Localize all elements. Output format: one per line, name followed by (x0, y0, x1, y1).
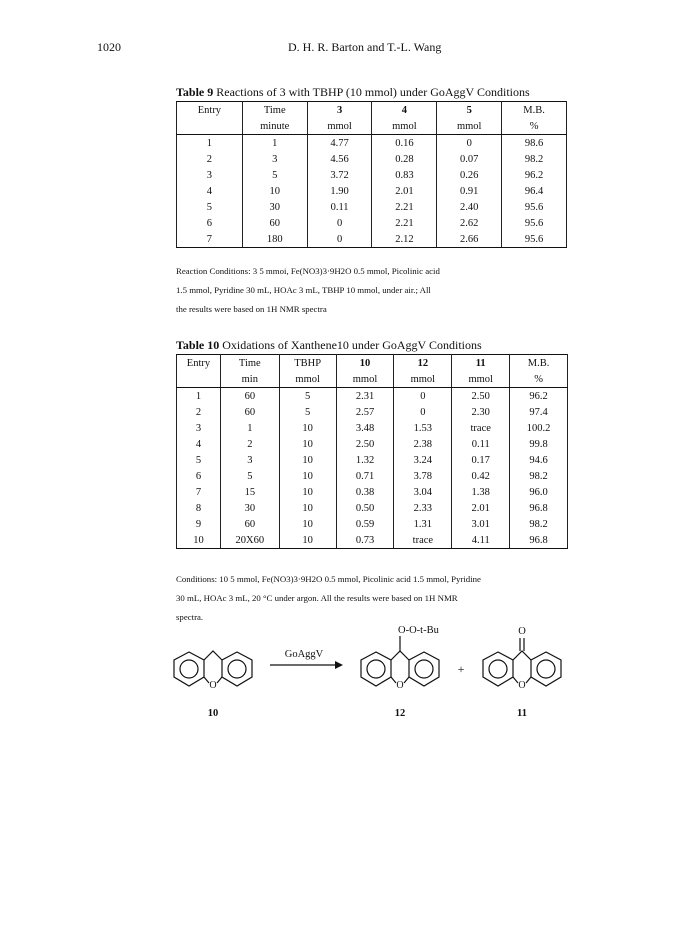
table-cell: 96.2 (510, 388, 568, 405)
table9-caption-label: Table 9 (176, 85, 214, 99)
table-cell: 60 (220, 516, 279, 532)
page-number: 1020 (97, 40, 121, 54)
table-cell: 180 (242, 231, 307, 248)
table-cell: trace (452, 420, 510, 436)
table-cell: 0.71 (336, 468, 394, 484)
table-cell: 1 (177, 135, 243, 152)
table10-header-cell: TBHP (279, 355, 336, 372)
table9-header-cell: Time (242, 102, 307, 119)
table-cell: 0 (394, 404, 452, 420)
table-cell: 98.2 (510, 468, 568, 484)
table10-header-cell: M.B. (510, 355, 568, 372)
table-cell: 99.8 (510, 436, 568, 452)
ketone-oxygen-label: O (518, 626, 526, 637)
table10-unit-cell: % (510, 371, 568, 388)
table-cell: 0.26 (437, 167, 502, 183)
table-cell: 0.07 (437, 151, 502, 167)
table-cell: 5 (279, 404, 336, 420)
table10-unit-cell: mmol (336, 371, 394, 388)
table-cell: 5 (177, 199, 243, 215)
table-cell: 10 (279, 436, 336, 452)
table-cell: 15 (220, 484, 279, 500)
table-cell: 1.53 (394, 420, 452, 436)
table-cell: 96.8 (510, 500, 568, 516)
table-cell: 10 (279, 532, 336, 549)
table-cell: 0.59 (336, 516, 394, 532)
table-cell: 10 (279, 468, 336, 484)
table-cell: 4 (177, 436, 221, 452)
table-cell: 0.83 (372, 167, 437, 183)
table9-header-cell: Entry (177, 102, 243, 119)
table-cell: 10 (279, 420, 336, 436)
table10-note-line: spectra. (176, 612, 204, 622)
table-cell: 0.38 (336, 484, 394, 500)
substituent-label: O-O-t-Bu (398, 625, 439, 636)
table-cell: 2.50 (452, 388, 510, 405)
table9-note-line: the results were based on 1H NMR spectra (176, 304, 327, 314)
table-cell: 0.42 (452, 468, 510, 484)
table-cell: 100.2 (510, 420, 568, 436)
table-cell: 0.16 (372, 135, 437, 152)
table-cell: 1.38 (452, 484, 510, 500)
table-cell: 10 (279, 484, 336, 500)
table-cell: 0.91 (437, 183, 502, 199)
table9-unit-cell: mmol (307, 118, 372, 135)
table-cell: 3 (220, 452, 279, 468)
table-cell: 0.11 (452, 436, 510, 452)
table9-unit-cell: minute (242, 118, 307, 135)
table-cell: 10 (279, 516, 336, 532)
peroxide-product-structure (361, 636, 439, 686)
table-cell: 60 (220, 388, 279, 405)
table-cell: 2.57 (336, 404, 394, 420)
table10-note-line: Conditions: 10 5 mmol, Fe(NO3)3·9H2O 0.5 mmol, Picolinic acid 1.5 mmol, Pyridine (176, 574, 481, 584)
table-cell: 0.73 (336, 532, 394, 549)
table-cell: 30 (242, 199, 307, 215)
table-cell: 2.62 (437, 215, 502, 231)
ring-oxygen-label: O (209, 680, 217, 691)
table-cell: 96.0 (510, 484, 568, 500)
table-cell: 2 (220, 436, 279, 452)
ring-oxygen-label: O (396, 680, 404, 691)
table-cell: 3.78 (394, 468, 452, 484)
table10-header-cell: 11 (452, 355, 510, 372)
table10-caption-label: Table 10 (176, 338, 220, 352)
table9-note-line: Reaction Conditions: 3 5 mmoi, Fe(NO3)3·9H2O 0.5 mmol, Picolinic acid (176, 266, 440, 276)
table-cell: 2 (177, 404, 221, 420)
table10-header-cell: Time (220, 355, 279, 372)
table10-unit-cell: mmol (279, 371, 336, 388)
table-cell: 2.12 (372, 231, 437, 248)
table-cell: 6 (177, 468, 221, 484)
table10-unit-cell: min (220, 371, 279, 388)
table-cell: 3 (242, 151, 307, 167)
table9-header-cell: 3 (307, 102, 372, 119)
table9-unit-cell: mmol (372, 118, 437, 135)
table-cell: 1.32 (336, 452, 394, 468)
table-cell: 94.6 (510, 452, 568, 468)
table-cell: 60 (220, 404, 279, 420)
table-cell: 0.28 (372, 151, 437, 167)
table-cell: 4.11 (452, 532, 510, 549)
table-cell: 0 (307, 215, 372, 231)
running-header-authors: D. H. R. Barton and T.-L. Wang (288, 40, 442, 54)
table-cell: 96.8 (510, 532, 568, 549)
table-cell: 95.6 (502, 231, 567, 248)
compound-label-12: 12 (394, 708, 406, 719)
table-cell: trace (394, 532, 452, 549)
table-cell: 0 (307, 231, 372, 248)
table-cell: 2.30 (452, 404, 510, 420)
table10-header-cell: 12 (394, 355, 452, 372)
table-cell: 98.2 (502, 151, 567, 167)
table-cell: 7 (177, 231, 243, 248)
table-cell: 1.31 (394, 516, 452, 532)
table-cell: 98.6 (502, 135, 567, 152)
table-cell: 2.21 (372, 215, 437, 231)
table-cell: 8 (177, 500, 221, 516)
compound-label-11: 11 (517, 708, 527, 719)
table-cell: 98.2 (510, 516, 568, 532)
table-cell: 97.4 (510, 404, 568, 420)
table-cell: 30 (220, 500, 279, 516)
table-cell: 3 (177, 167, 243, 183)
table10-caption-text: Oxidations of Xanthene10 under GoAggV Conditions (222, 338, 482, 352)
compound-label-10: 10 (207, 708, 219, 719)
table-cell: 2.33 (394, 500, 452, 516)
table-cell: 2.01 (452, 500, 510, 516)
table-cell: 3 (177, 420, 221, 436)
table-cell: 6 (177, 215, 243, 231)
table9-header-cell: 4 (372, 102, 437, 119)
table-cell: 0.50 (336, 500, 394, 516)
table-cell: 0.17 (452, 452, 510, 468)
xanthone-structure (483, 638, 561, 686)
table-cell: 3.72 (307, 167, 372, 183)
table-cell: 2.40 (437, 199, 502, 215)
table-cell: 4.77 (307, 135, 372, 152)
table-cell: 3.01 (452, 516, 510, 532)
table9-note-line: 1.5 mmol, Pyridine 30 mL, HOAc 3 mL, TBHP 10 mmol, under air.; All (176, 285, 431, 295)
table-cell: 0 (437, 135, 502, 152)
table9-caption-text: Reactions of 3 with TBHP (10 mmol) under GoAggV Conditions (216, 85, 530, 99)
ring-oxygen-label: O (518, 680, 526, 691)
plus-sign: + (457, 662, 465, 676)
table-cell: 10 (279, 500, 336, 516)
reagent-label: GoAggV (284, 649, 324, 660)
table-cell: 7 (177, 484, 221, 500)
table-cell: 96.2 (502, 167, 567, 183)
table10-header-cell: 10 (336, 355, 394, 372)
table10-note-line: 30 mL, HOAc 3 mL, 20 °C under argon. All the results were based on 1H NMR (176, 593, 458, 603)
table-cell: 2 (177, 151, 243, 167)
table-cell: 2.66 (437, 231, 502, 248)
table9-header-cell: 5 (437, 102, 502, 119)
table-cell: 0 (394, 388, 452, 405)
table-cell: 5 (220, 468, 279, 484)
table-cell: 2.31 (336, 388, 394, 405)
table-cell: 9 (177, 516, 221, 532)
arrow-head (335, 661, 343, 669)
table-cell: 20X60 (220, 532, 279, 549)
table-cell: 3.04 (394, 484, 452, 500)
table-cell: 2.50 (336, 436, 394, 452)
table9-unit-cell: mmol (437, 118, 502, 135)
table-cell: 95.6 (502, 215, 567, 231)
table-cell: 10 (242, 183, 307, 199)
table-cell: 3.24 (394, 452, 452, 468)
table-cell: 1 (220, 420, 279, 436)
table9-unit-cell: % (502, 118, 567, 135)
table-cell: 3.48 (336, 420, 394, 436)
table-cell: 5 (177, 452, 221, 468)
table-cell: 4.56 (307, 151, 372, 167)
table10-header-cell: Entry (177, 355, 221, 372)
table-cell: 4 (177, 183, 243, 199)
table-cell: 10 (177, 532, 221, 549)
table-cell: 60 (242, 215, 307, 231)
table-cell: 2.01 (372, 183, 437, 199)
table-cell: 2.21 (372, 199, 437, 215)
table-cell: 5 (242, 167, 307, 183)
table-cell: 0.11 (307, 199, 372, 215)
table9-header-cell: M.B. (502, 102, 567, 119)
table10-unit-cell: mmol (394, 371, 452, 388)
table-cell: 1 (177, 388, 221, 405)
table-cell: 1 (242, 135, 307, 152)
table-cell: 95.6 (502, 199, 567, 215)
table-cell: 96.4 (502, 183, 567, 199)
table-cell: 10 (279, 452, 336, 468)
table-cell: 5 (279, 388, 336, 405)
table10-unit-cell: mmol (452, 371, 510, 388)
table-cell: 2.38 (394, 436, 452, 452)
table-cell: 1.90 (307, 183, 372, 199)
